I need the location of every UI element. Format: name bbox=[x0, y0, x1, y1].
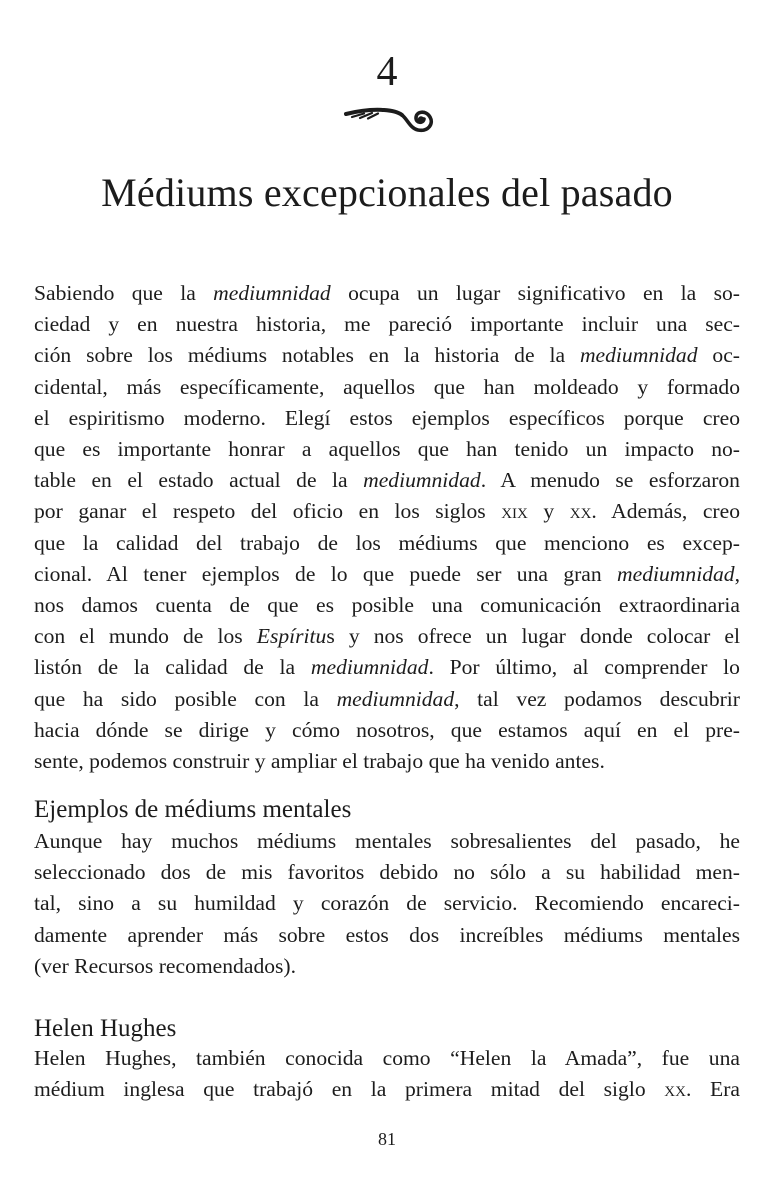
scroll-flourish-icon bbox=[340, 98, 440, 136]
text-line: que la calidad del trabajo de los médiums que menciono es excep- bbox=[34, 530, 740, 555]
text-line: Sabiendo que la mediumnidad ocupa un lugar significativo en la so- bbox=[34, 281, 740, 305]
text-line: el espiritismo moderno. Elegí estos ejemplos específicos porque creo bbox=[34, 405, 740, 430]
small-caps-numeral: xx bbox=[664, 1077, 686, 1102]
italic-term: mediumnidad bbox=[336, 686, 455, 711]
text-line: ción sobre los médiums notables en la historia de la mediumnidad oc- bbox=[34, 343, 740, 368]
italic-term: mediumnidad bbox=[617, 561, 735, 586]
italic-term: Espíritu bbox=[256, 624, 327, 649]
small-caps-numeral: xx bbox=[569, 499, 592, 524]
section-heading-helen-hughes: Helen Hughes bbox=[34, 1015, 177, 1042]
text-line: con el mundo de los Espíritus y nos ofrece un lugar donde colocar el bbox=[34, 624, 740, 649]
chapter-number: 4 bbox=[376, 49, 398, 95]
text-line: tal, sino a su humildad y corazón de servicio. Recomiendo encareci- bbox=[34, 891, 740, 916]
text-line: (ver Recursos recomendados). bbox=[34, 953, 297, 978]
text-line: médium inglesa que trabajó en la primera mitad del siglo xx. Era bbox=[34, 1077, 740, 1102]
text-line: hacia dónde se dirige y cómo nosotros, que estamos aquí en el pre- bbox=[34, 717, 740, 742]
helen-hughes-paragraph bbox=[34, 1043, 740, 1105]
page-number: 81 bbox=[378, 1129, 396, 1149]
text-line: sente, podemos construir y ampliar el trabajo que ha venido antes. bbox=[34, 749, 605, 774]
text-line: cional. Al tener ejemplos de lo que puede ser una gran mediumnidad, bbox=[34, 561, 740, 586]
text-line: que ha sido posible con la mediumnidad, tal vez podamos descubrir bbox=[34, 686, 740, 711]
text-line: damente aprender más sobre estos dos increíbles médiums mentales bbox=[34, 922, 740, 947]
italic-term: mediumnidad bbox=[579, 343, 698, 368]
text-line: nos damos cuenta de que es posible una comunicación extraordinaria bbox=[34, 593, 740, 618]
italic-term: mediumnidad bbox=[213, 281, 331, 305]
text-line: Aunque hay muchos médiums mentales sobresalientes del pasado, he bbox=[34, 829, 740, 853]
italic-term: mediumnidad bbox=[363, 468, 481, 493]
text-line: ciedad y en nuestra historia, me pareció importante incluir una sec- bbox=[34, 312, 740, 337]
italic-term: mediumnidad bbox=[310, 655, 429, 680]
small-caps-numeral: xix bbox=[501, 499, 528, 524]
text-line: table en el estado actual de la mediumnidad. A menudo se esforzaron bbox=[34, 468, 740, 493]
text-line: Helen Hughes, también conocida como “Helen la Amada”, fue una bbox=[34, 1046, 740, 1070]
section-heading-mental-mediums: Ejemplos de médiums mentales bbox=[34, 796, 352, 823]
text-line: listón de la calidad de la mediumnidad. Por último, al comprender lo bbox=[34, 655, 740, 680]
mental-mediums-paragraph bbox=[34, 826, 740, 982]
text-line: cidental, más específicamente, aquellos que han moldeado y formado bbox=[34, 374, 740, 399]
intro-paragraph bbox=[34, 278, 740, 777]
text-line: seleccionado dos de mis favoritos debido no sólo a su habilidad men- bbox=[34, 860, 740, 885]
text-line: por ganar el respeto del oficio en los siglos xix y xx. Además, creo bbox=[34, 499, 741, 524]
chapter-title: Médiums excepcionales del pasado bbox=[101, 170, 673, 215]
text-line: que es importante honrar a aquellos que han tenido un impacto no- bbox=[34, 437, 740, 462]
